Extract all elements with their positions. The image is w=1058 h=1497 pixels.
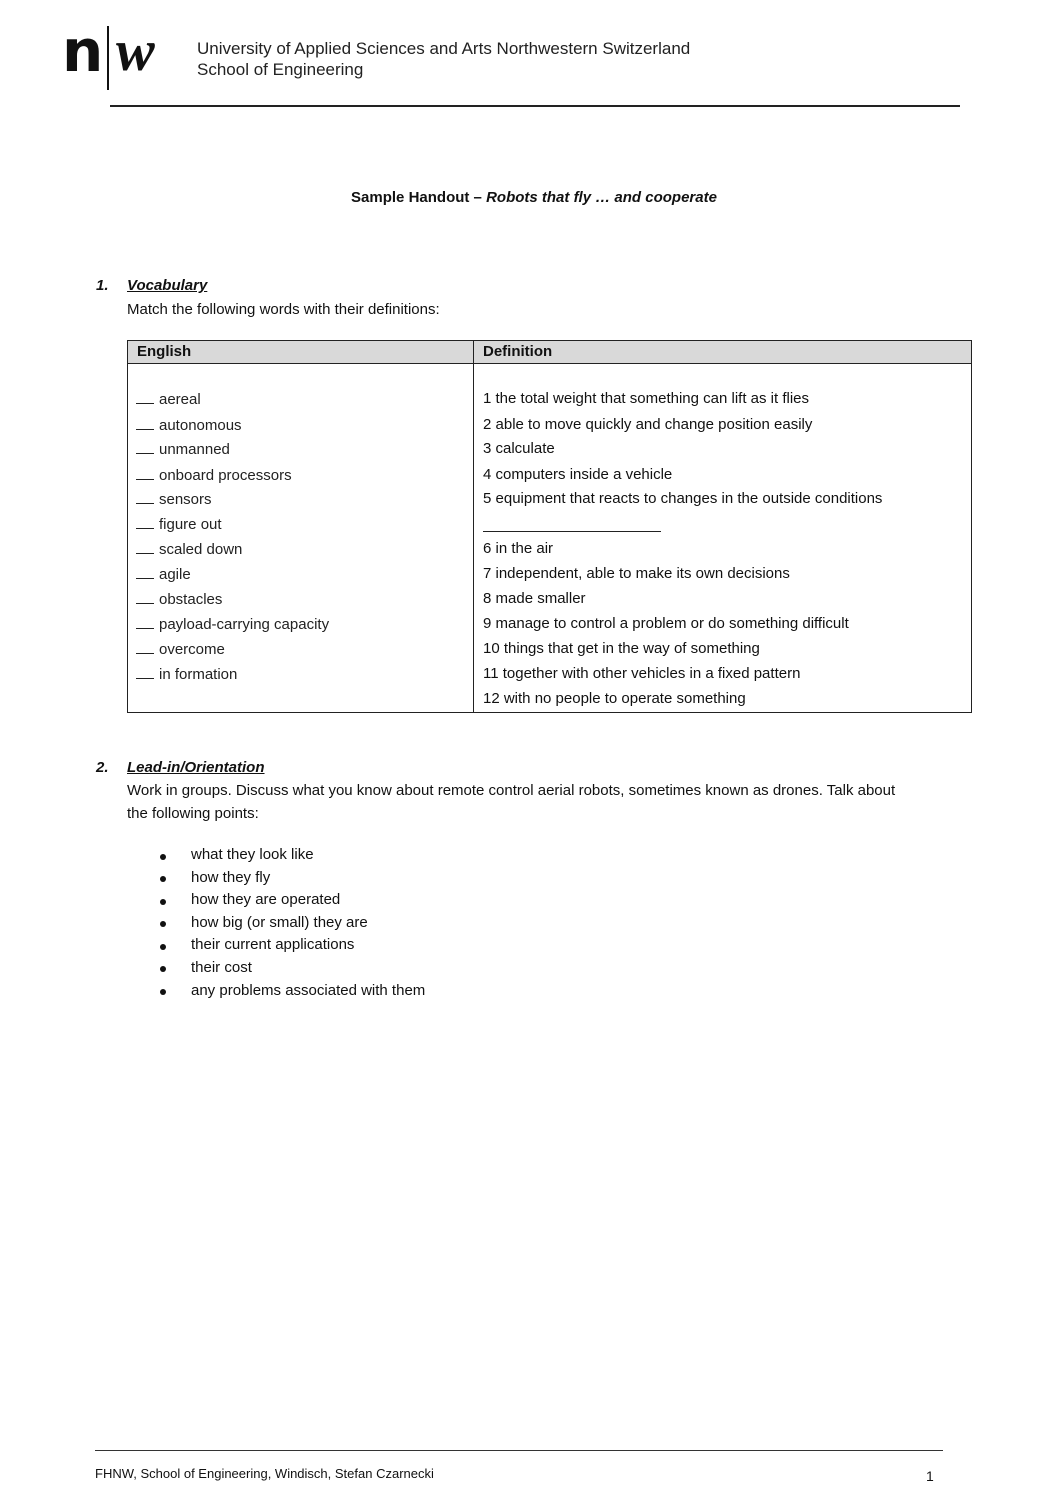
vocab-definition: 3 calculate	[483, 440, 555, 457]
logo-letter-w: w	[116, 18, 155, 83]
bullet-item: their cost	[191, 959, 252, 976]
answer-blank[interactable]	[136, 665, 154, 679]
institution-name	[197, 38, 690, 80]
answer-blank[interactable]	[136, 640, 154, 654]
vocab-definition: 2 able to move quickly and change position easily	[483, 416, 813, 433]
vocab-definition: 1 the total weight that something can lift as it flies	[483, 390, 810, 407]
section-2-intro-line-1: Work in groups. Discuss what you know about remote control aerial robots, sometimes known as drones. Talk about	[127, 782, 896, 799]
vocab-word: figure out	[136, 515, 222, 533]
bullet-icon	[160, 899, 166, 905]
answer-blank[interactable]	[136, 540, 154, 554]
answer-blank[interactable]	[136, 615, 154, 629]
vocab-word: onboard processors	[136, 466, 292, 484]
vocab-definition: 8 made smaller	[483, 590, 586, 607]
bullet-icon	[160, 966, 166, 972]
vocab-word: unmanned	[136, 440, 230, 458]
bullet-item: how they are operated	[191, 891, 341, 908]
document-title	[0, 189, 1058, 206]
vocab-word: overcome	[136, 640, 225, 658]
answer-blank[interactable]	[136, 416, 154, 430]
answer-blank[interactable]	[136, 565, 154, 579]
column-header-definition: Definition	[483, 343, 553, 360]
vocab-word: scaled down	[136, 540, 242, 558]
vocab-word: payload-carrying capacity	[136, 615, 329, 633]
vocab-definition: 7 independent, able to make its own decisions	[483, 565, 790, 582]
footer-text: FHNW, School of Engineering, Windisch, Stefan Czarnecki	[95, 1466, 434, 1481]
bullet-icon	[160, 921, 166, 927]
title-prefix: Sample Handout –	[351, 189, 487, 206]
section-2-number: 2.	[96, 759, 109, 776]
vocab-word: sensors	[136, 490, 212, 508]
institution-line-1: University of Applied Sciences and Arts Northwestern Switzerland	[197, 39, 691, 58]
bullet-item: how they fly	[191, 869, 271, 886]
institution-line-2: School of Engineering	[197, 60, 364, 79]
answer-blank[interactable]	[136, 490, 154, 504]
section-2-intro	[127, 779, 977, 825]
answer-blank[interactable]	[136, 440, 154, 454]
vocab-definition: 5 equipment that reacts to changes in the outside conditions	[483, 490, 883, 507]
vocab-word: aereal	[136, 390, 201, 408]
page-number: 1	[926, 1468, 934, 1484]
column-divider	[473, 341, 474, 712]
logo-letter-n: n	[62, 17, 103, 85]
bullet-item: how big (or small) they are	[191, 914, 368, 931]
section-1-instruction: Match the following words with their definitions:	[127, 301, 440, 318]
logo-divider	[107, 26, 109, 90]
vocab-word: agile	[136, 565, 191, 583]
vocab-definition: 9 manage to control a problem or do something difficult	[483, 615, 849, 632]
vocab-definition: 4 computers inside a vehicle	[483, 466, 673, 483]
bullet-item: their current applications	[191, 936, 355, 953]
vocab-word: in formation	[136, 665, 237, 683]
section-1-heading: Vocabulary	[127, 277, 208, 294]
section-2-intro-line-2: the following points:	[127, 805, 259, 822]
bullet-icon	[160, 944, 166, 950]
bullet-icon	[160, 989, 166, 995]
vocab-word: obstacles	[136, 590, 222, 608]
bullet-icon	[160, 854, 166, 860]
vocab-definition: 10 things that get in the way of something	[483, 640, 760, 657]
title-emphasis: Robots that fly … and cooperate	[486, 189, 717, 206]
answer-blank[interactable]	[136, 590, 154, 604]
answer-blank[interactable]	[136, 515, 154, 529]
bullet-item: what they look like	[191, 846, 314, 863]
footer-rule	[95, 1450, 943, 1451]
bullet-icon	[160, 876, 166, 882]
section-2-heading: Lead-in/Orientation	[127, 759, 265, 776]
vocab-definition: 6 in the air	[483, 540, 554, 557]
definition-rule	[483, 531, 661, 532]
answer-blank[interactable]	[136, 466, 154, 480]
header-rule	[110, 105, 960, 107]
column-header-english: English	[137, 343, 192, 360]
answer-blank[interactable]	[136, 390, 154, 404]
bullet-item: any problems associated with them	[191, 982, 426, 999]
vocab-definition: 11 together with other vehicles in a fixed pattern	[483, 665, 801, 682]
vocab-definition: 12 with no people to operate something	[483, 690, 746, 707]
vocabulary-table	[127, 340, 972, 713]
vocab-word: autonomous	[136, 416, 242, 434]
section-1-number: 1.	[96, 277, 109, 294]
vocabulary-table-header	[128, 341, 971, 364]
